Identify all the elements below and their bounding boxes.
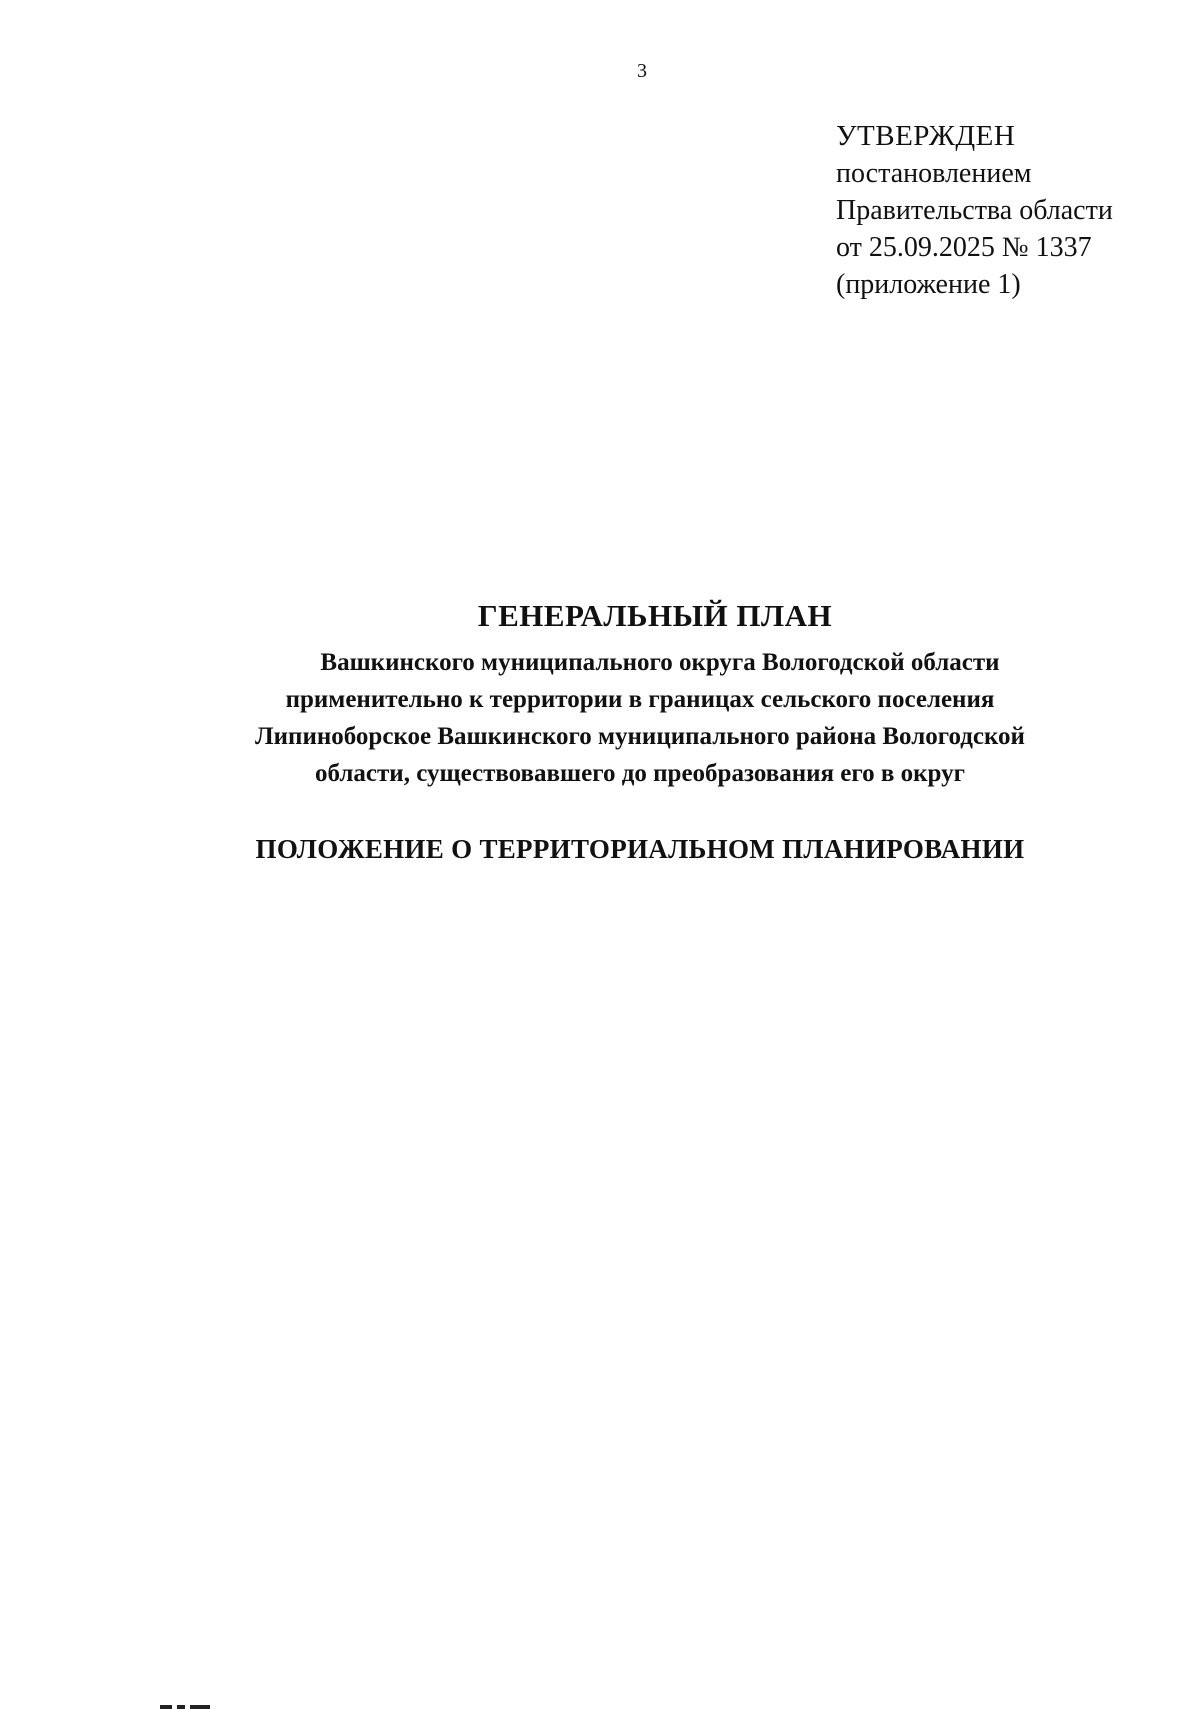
approval-stamp — [836, 118, 1113, 303]
subtitle-line-3: Липиноборское Вашкинского муниципального района Вологодской — [255, 723, 1025, 750]
approval-line-3: от 25.09.2025 № 1337 — [836, 232, 1092, 263]
section-title: ПОЛОЖЕНИЕ О ТЕРРИТОРИАЛЬНОМ ПЛАНИРОВАНИИ — [255, 834, 1025, 864]
subtitle-line-1: Вашкинского муниципального округа Вологодской области — [320, 649, 1000, 676]
approval-line-1: постановлением — [836, 158, 1032, 189]
subtitle-line-2: применительно к территории в границах сельского поселения — [285, 686, 995, 713]
document-title: ГЕНЕРАЛЬНЫЙ ПЛАН — [477, 598, 833, 633]
subtitle-line-4: области, существовавшего до преобразования его в округ — [315, 760, 965, 787]
page-number: 3 — [637, 60, 647, 82]
approval-line-2: Правительства области — [836, 195, 1113, 226]
approval-title: УТВЕРЖДЕН — [836, 120, 1016, 152]
scan-edge-marks — [160, 1691, 240, 1697]
document-title-block — [200, 598, 1080, 865]
approval-line-4: (приложение 1) — [836, 269, 1021, 300]
